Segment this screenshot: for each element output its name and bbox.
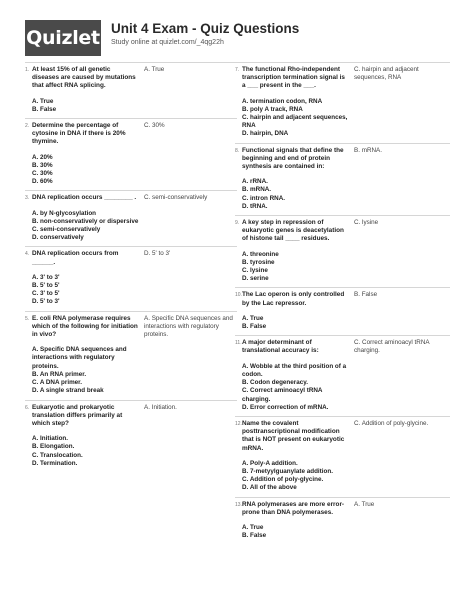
correct-answer: C. semi-conservatively: [144, 194, 208, 202]
answer-option: C. intron RNA.: [242, 194, 286, 202]
question-side: [25, 122, 139, 186]
option-list: [242, 315, 349, 331]
answer-option: B. poly A track, RNA: [242, 105, 303, 113]
question-card: [25, 62, 237, 118]
answer-option: A. rRNA.: [242, 178, 268, 186]
correct-answer: C. Addition of poly-glycine.: [354, 419, 429, 427]
question-side: [25, 250, 139, 306]
answer-option: B. False: [242, 532, 267, 540]
question-card: [235, 215, 450, 287]
question-number: 12.: [235, 420, 242, 427]
title-block: [111, 20, 299, 46]
answer-option: D. hairpin, DNA: [242, 130, 289, 138]
answer-option: A. 20%: [32, 153, 53, 161]
question-card: [235, 335, 450, 416]
question-text: Functional signals that define the beginning and end of protein synthesis are contained in:: [242, 146, 344, 171]
answer-option: A. Specific DNA sequences and interactions with regulatory proteins.: [32, 346, 127, 370]
option-list: [32, 210, 139, 243]
answer-option: D. Error correction of mRNA.: [242, 403, 329, 411]
answer-option: B. mRNA.: [242, 186, 272, 194]
question-side: [25, 315, 139, 396]
answer-option: A. Poly-A addition.: [242, 459, 298, 467]
question-card: [25, 246, 237, 310]
correct-answer: B. mRNA.: [354, 146, 382, 154]
question-card: [25, 118, 237, 190]
question-text: Eukaryotic and prokaryotic translation differs primarily at which step?: [32, 403, 123, 427]
answer-option: C. lysine: [242, 267, 268, 275]
question-body: [242, 66, 349, 139]
option-list: [32, 346, 139, 395]
question-card: [235, 497, 450, 545]
question-side: [235, 66, 349, 139]
study-online-link[interactable]: Study online at quizlet.com/_4qg22h: [111, 39, 224, 46]
question-text: A major determinant of translational accuracy is:: [242, 339, 319, 355]
question-text: DNA replication occurs ________ .: [32, 194, 137, 202]
answer-option: D. 60%: [32, 178, 53, 186]
option-list: [242, 363, 349, 412]
question-text: The Lac operon is only controlled by the Lac repressor.: [242, 291, 345, 307]
correct-answer: A. True: [144, 66, 165, 73]
option-list: [242, 524, 349, 540]
answer-option: C. A DNA primer.: [32, 379, 83, 387]
answer-option: B. An RNA primer.: [32, 370, 87, 378]
question-number: 7.: [235, 67, 240, 73]
answer-option: A. Initiation.: [32, 435, 69, 443]
question-text: Name the covalent posttranscriptional modification that is NOT present on eukaryotic mRNA.: [242, 419, 345, 452]
question-body: [32, 66, 139, 114]
question-body: [32, 404, 139, 468]
question-card: [25, 190, 237, 246]
quizlet-logo[interactable]: Quizlet: [25, 20, 101, 56]
question-card: [25, 400, 237, 472]
question-body: [242, 219, 349, 283]
question-body: [242, 420, 349, 493]
question-number: 9.: [235, 220, 240, 227]
question-side: [235, 291, 349, 331]
question-side: [235, 147, 349, 211]
answer-option: B. 30%: [32, 161, 53, 169]
question-side: [235, 219, 349, 283]
correct-answer: B. False: [354, 291, 378, 299]
answer-option: A. Wobble at the third position of a codon.: [242, 362, 347, 378]
question-side: [25, 66, 139, 114]
question-side: [25, 404, 139, 468]
correct-answer: C. Correct aminoacyl tRNA charging.: [354, 339, 430, 355]
answer-option: B. False: [242, 323, 267, 331]
page-title: Unit 4 Exam - Quiz Questions: [111, 21, 300, 36]
answer-option: A. termination codon, RNA: [242, 97, 323, 105]
correct-answer: D. 5' to 3': [144, 250, 171, 258]
question-body: [32, 194, 139, 242]
answer-option: D. conservatively: [32, 234, 84, 242]
question-card: [235, 416, 450, 497]
question-card: [235, 62, 450, 143]
option-list: [32, 435, 139, 468]
option-list: [32, 154, 139, 187]
correct-answer: A. Specific DNA sequences and interactions with regulatory proteins.: [144, 314, 233, 339]
question-side: [235, 420, 349, 493]
question-number: 8.: [235, 147, 240, 154]
question-text: RNA polymerases are more error-prone than DNA polymerases.: [242, 500, 345, 516]
answer-option: B. Codon degeneracy.: [242, 379, 309, 387]
answer-option: D. tRNA.: [242, 202, 268, 210]
correct-answer: C. lysine: [354, 219, 379, 227]
question-body: [242, 291, 349, 331]
question-text: A key step in repression of eukaryotic genes is deacetylation of histone tail ____ residues.: [242, 219, 344, 243]
option-list: [242, 98, 349, 139]
option-list: [32, 98, 139, 114]
question-body: [32, 315, 139, 396]
question-number: 11.: [235, 340, 242, 347]
correct-answer: C. hairpin and adjacent sequences, RNA: [354, 66, 419, 82]
answer-option: B. Elongation.: [32, 443, 75, 451]
question-number: 3.: [25, 195, 30, 202]
question-number: 4.: [25, 251, 30, 258]
correct-answer: A. Initiation.: [144, 403, 177, 411]
right-question-column: [235, 62, 450, 544]
answer-option: D. Termination.: [32, 459, 78, 467]
answer-option: B. non-conservatively or dispersive: [32, 217, 139, 225]
question-text: Determine the percentage of cytosine in DNA if there is 20% thymine.: [32, 122, 126, 146]
answer-option: C. Addition of poly-glycine.: [242, 476, 324, 484]
answer-option: D. All of the above: [242, 484, 297, 492]
answer-option: C. 30%: [32, 170, 53, 178]
question-side: [235, 339, 349, 412]
answer-option: A. by N-glycosylation: [32, 209, 97, 217]
correct-answer: A. True: [354, 500, 375, 508]
option-list: [242, 460, 349, 493]
answer-option: D. serine: [242, 275, 269, 283]
question-body: [242, 147, 349, 211]
answer-option: D. 5' to 3': [32, 298, 60, 306]
question-card: [235, 287, 450, 335]
answer-option: C. Translocation.: [32, 451, 83, 459]
question-side: [25, 194, 139, 242]
question-number: 13.: [235, 501, 242, 508]
answer-option: A. threonine: [242, 250, 279, 258]
question-text: DNA replication occurs from ______.: [32, 250, 119, 266]
question-body: [32, 122, 139, 186]
question-number: 5.: [25, 315, 30, 322]
page-header: [25, 20, 299, 56]
question-body: [242, 339, 349, 412]
question-card: [235, 143, 450, 215]
answer-option: C. hairpin and adjacent sequences, RNA: [242, 114, 348, 130]
answer-option: B. 7-metyylguanylate addition.: [242, 467, 333, 475]
answer-option: C. semi-conservatively: [32, 226, 101, 234]
question-number: 10.: [235, 292, 242, 299]
answer-option: C. 3' to 5': [32, 290, 60, 298]
answer-option: B. 5' to 5': [32, 282, 60, 290]
question-text: At least 15% of all genetic diseases are caused by mutations that affect RNA splicing.: [32, 66, 136, 90]
answer-option: D. A single strand break: [32, 387, 104, 395]
answer-option: A. 3' to 3': [32, 273, 60, 281]
question-number: 2.: [25, 123, 30, 130]
question-text: The functional Rho-independent transcription termination signal is a ___ present in the ___.: [242, 66, 345, 90]
question-body: [242, 501, 349, 541]
question-number: 6.: [25, 404, 30, 411]
answer-option: B. False: [32, 105, 57, 113]
question-body: [32, 250, 139, 306]
left-question-column: [25, 62, 237, 472]
answer-option: A. True: [242, 523, 264, 531]
option-list: [242, 178, 349, 211]
question-side: [235, 501, 349, 541]
answer-option: C. Correct aminoacyl tRNA charging.: [242, 387, 323, 403]
answer-option: B. tyrosine: [242, 258, 275, 266]
question-text: E. coli RNA polymerase requires which of the following for initiation in vivo?: [32, 314, 138, 339]
question-card: [25, 311, 237, 400]
option-list: [242, 251, 349, 284]
answer-option: A. True: [32, 97, 54, 105]
question-number: 1.: [25, 67, 30, 73]
option-list: [32, 274, 139, 307]
answer-option: A. True: [242, 314, 264, 322]
correct-answer: C. 30%: [144, 122, 165, 130]
